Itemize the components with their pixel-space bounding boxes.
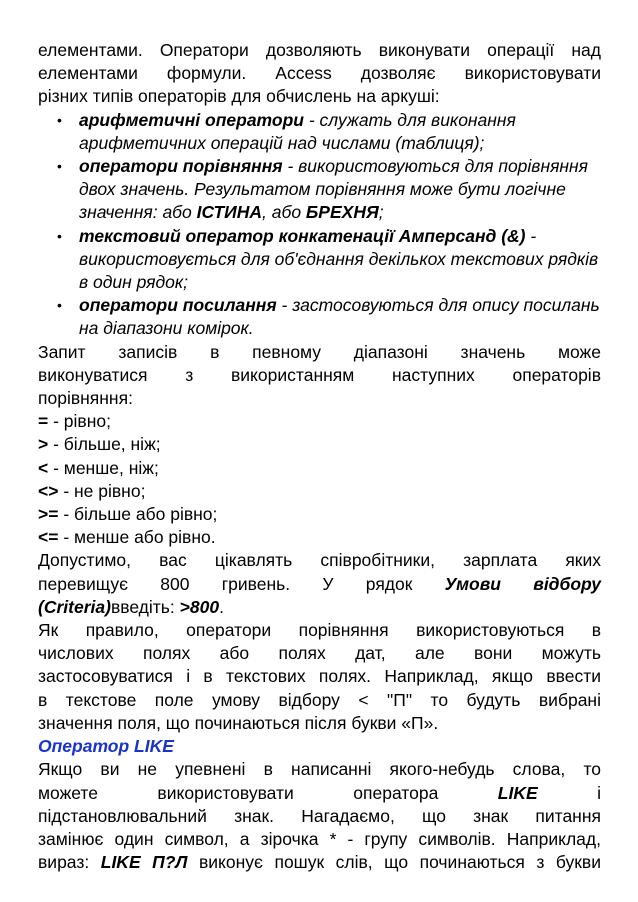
like-line-2 [38,782,601,805]
operator-symbol: >= [38,504,59,525]
document-page [38,39,601,874]
like-line-3: підстановлювальний знак. Нагадаємо, що знак питання [38,805,601,826]
operator-desc: - менше або рівно. [58,527,216,548]
list-item [38,294,601,340]
intro-line-1: елементами. Оператори дозволяють виконувати операції над [38,40,601,60]
operator-symbol: = [38,411,49,432]
like-line-5 [38,851,601,874]
bullet-term: текстовий оператор конкатенації Амперсанд (&) [79,225,526,246]
like-line-4: замінює один символ, а зірочка * - групу символів. Наприклад, [38,828,601,849]
like-line-1: Якщо ви не упевнені в написанні якого-небудь слова, то [38,759,601,780]
bullet-term: оператори порівняння [79,156,283,177]
like-text: вираз: [38,852,101,873]
criteria-label: Умови відбору [444,573,601,594]
operator-symbol: < [38,457,49,478]
bullet-desc-mid: , або [262,202,306,223]
rule-line-4: в текстове поле умову відбору < "П" то будуть вибрані [38,689,601,710]
operator-desc: - більше або рівно; [58,504,218,525]
intro-line-3: різних типів операторів для обчислень на аркуші: [38,86,440,107]
bullet-term: арифметичні оператори [79,109,304,130]
like-paragraph [38,758,601,874]
bullet-term: оператори посилання [79,295,277,316]
intro-paragraph [38,39,601,109]
rule-paragraph [38,619,601,735]
example-end: . [219,596,224,617]
operator-desc: - менше, ніж; [48,457,159,478]
example-paragraph [38,549,601,619]
like-expression: LIKE П?Л [100,852,188,873]
operator-line [38,457,601,480]
operator-types-list [38,109,601,341]
criteria-english: (Criteria) [38,596,111,617]
operator-symbol: <> [38,480,59,501]
like-keyword: LIKE [497,782,538,803]
keyword-false: БРЕХНЯ [305,202,379,223]
operator-desc: - рівно; [48,411,111,432]
example-line-1: Допустимо, вас цікавлять співробітники, зарплата яких [38,550,601,571]
rule-line-5: значення поля, що починаються після букви «П». [38,712,439,733]
operator-line [38,433,601,456]
like-heading: Оператор LIKE [38,736,174,757]
criteria-value: >800 [179,596,220,617]
like-text: можете використовувати оператора [38,782,498,803]
bullet-desc: - служать для виконання арифметичних операцій над числами (таблиця); [79,109,516,153]
operator-symbol: > [38,434,49,455]
query-line-1: Запит записів в певному діапазоні значень може [38,341,601,362]
bullet-desc: - застосовуються для опису посилань на діапазони комірок. [79,295,600,339]
example-text: перевищує 800 гривень. У рядок [38,573,445,594]
like-end: виконує пошук слів, що починаються з букви [187,852,601,873]
list-item [38,225,601,295]
operator-line [38,480,601,503]
comparison-operators [38,410,601,549]
bullet-desc: - використовується для об'єднання декількох текстових рядків в один рядок; [79,225,599,293]
example-line-3 [38,596,601,619]
operator-line [38,503,601,526]
list-item [38,155,601,225]
rule-line-2: числових полях або полях дат, але вони можуть [38,643,601,664]
list-item [38,109,601,155]
query-line-2: виконуватися з використанням наступних операторів [38,364,601,385]
example-line-2 [38,573,601,596]
operator-desc: - не рівно; [58,480,146,501]
rule-line-3: застосовуватися і в текстових полях. Наприклад, якщо ввести [38,666,601,687]
operator-desc: - більше, ніж; [48,434,161,455]
intro-line-2: елементами формули. Access дозволяє використовувати [38,63,601,84]
operator-line [38,526,601,549]
example-text: введіть: [110,596,180,617]
bullet-desc-end: ; [378,202,384,223]
query-line-3: порівняння: [38,388,133,409]
operator-symbol: <= [38,527,59,548]
rule-line-1: Як правило, оператори порівняння використовуються в [38,620,601,641]
like-end: і [537,782,601,803]
operator-line [38,410,601,433]
bullet-desc: - використовуються для порівняння двох значень. Результатом порівняння може бути логічне значення: або [79,156,589,223]
keyword-true: ІСТИНА [196,202,263,223]
query-paragraph [38,341,601,411]
